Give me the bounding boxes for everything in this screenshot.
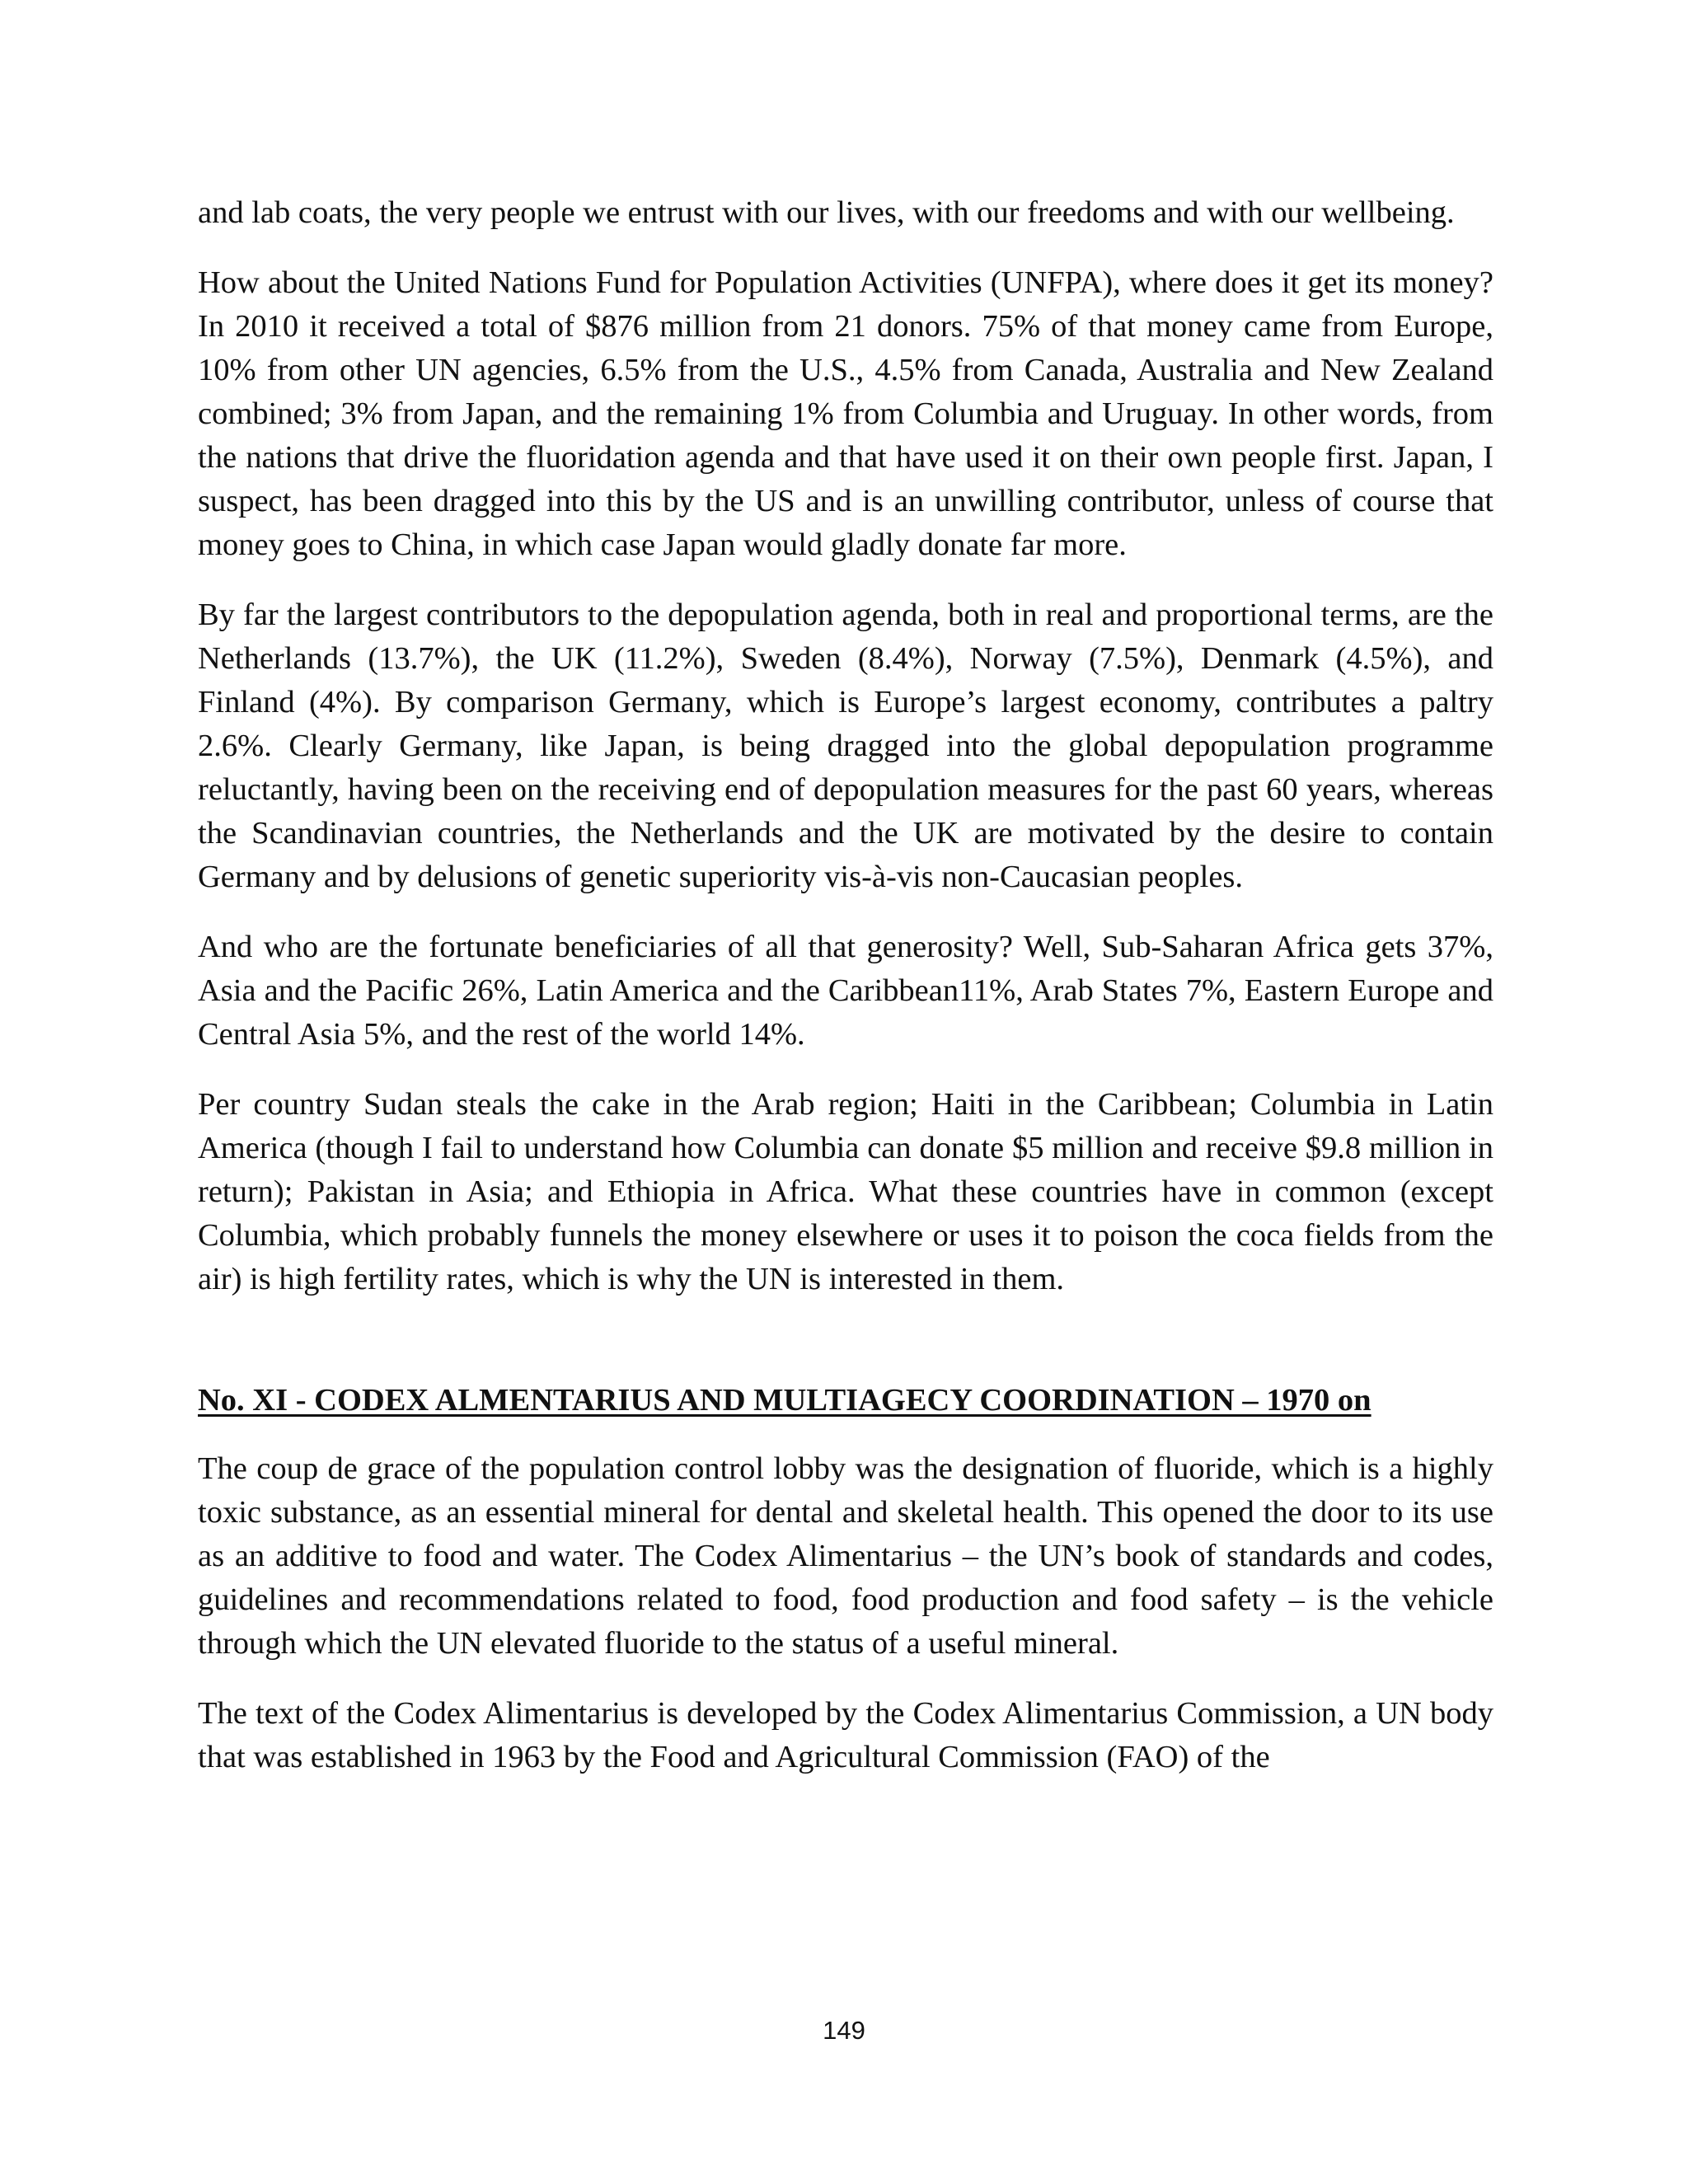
paragraph-largest-contributors: By far the largest contributors to the depopulation agenda, both in real and proportional terms, are the Netherlands (13.7%), the UK (11.2%), Sweden (8.4%), Norway (7.5%), Denmark (4.5%), and Finland (4%). By comparison Germany, which is Europe’s largest economy, contributes a paltry 2.6%. Clearly Germany, like Japan, is being dragged into the global depopulation programme reluctantly, having been on the receiving end of depopulation measures for the past 60 years, whereas the Scandinavian countries, the Netherlands and the UK are motivated by the desire to contain Germany and by delusions of genetic superiority vis-à-vis non-Caucasian peoples. — [198, 598, 1493, 894]
paragraph-codex-text: The text of the Codex Alimentarius is developed by the Codex Alimentarius Commission, a UN body that was established in 1963 by the Food and Agricultural Commission (FAO) of the — [198, 1696, 1493, 1774]
section-heading: No. XI - CODEX ALMENTARIUS AND MULTIAGECY COORDINATION – 1970 on — [198, 1383, 1372, 1418]
paragraph-per-country: Per country Sudan steals the cake in the Arab region; Haiti in the Caribbean; Columbia in Latin America (though I fail to understand how Columbia can donate $5 million and receive $9.8 million in return); Pakistan in Asia; and Ethiopia in Africa. What these countries have in common (except Columbia, which probably funnels the money elsewhere or uses it to poison the coca fields from the air) is high fertility rates, which is why the UN is interested in them. — [198, 1087, 1493, 1296]
paragraph-coup-de-grace: The coup de grace of the population control lobby was the designation of fluoride, which is a highly toxic substance, as an essential mineral for dental and skeletal health. This opened the door to its use as an additive to food and water. The Codex Alimentarius – the UN’s book of standards and codes, guidelines and recommendations related to food, food production and food safety – is the vehicle through which the UN elevated fluoride to the status of a useful mineral. — [198, 1451, 1493, 1661]
page-number: 149 — [823, 2016, 865, 2045]
paragraph-continuation: and lab coats, the very people we entrust with our lives, with our freedoms and with our wellbeing. — [198, 195, 1455, 230]
paragraph-beneficiaries: And who are the fortunate beneficiaries of all that generosity? Well, Sub-Saharan Africa gets 37%, Asia and the Pacific 26%, Latin America and the Caribbean11%, Arab States 7%, Eastern Europe and Central Asia 5%, and the rest of the world 14%. — [198, 930, 1493, 1052]
paragraph-unfpa-funding: How about the United Nations Fund for Population Activities (UNFPA), where does it get its money? In 2010 it received a total of $876 million from 21 donors. 75% of that money came from Europe, 10% from other UN agencies, 6.5% from the U.S., 4.5% from Canada, Australia and New Zealand combined; 3% from Japan, and the remaining 1% from Columbia and Uruguay. In other words, from the nations that drive the fluoridation agenda and that have used it on their own people first. Japan, I suspect, has been dragged into this by the US and is an unwilling contributor, unless of course that money goes to China, in which case Japan would gladly donate far more. — [198, 265, 1493, 562]
page-body — [198, 191, 1493, 1806]
